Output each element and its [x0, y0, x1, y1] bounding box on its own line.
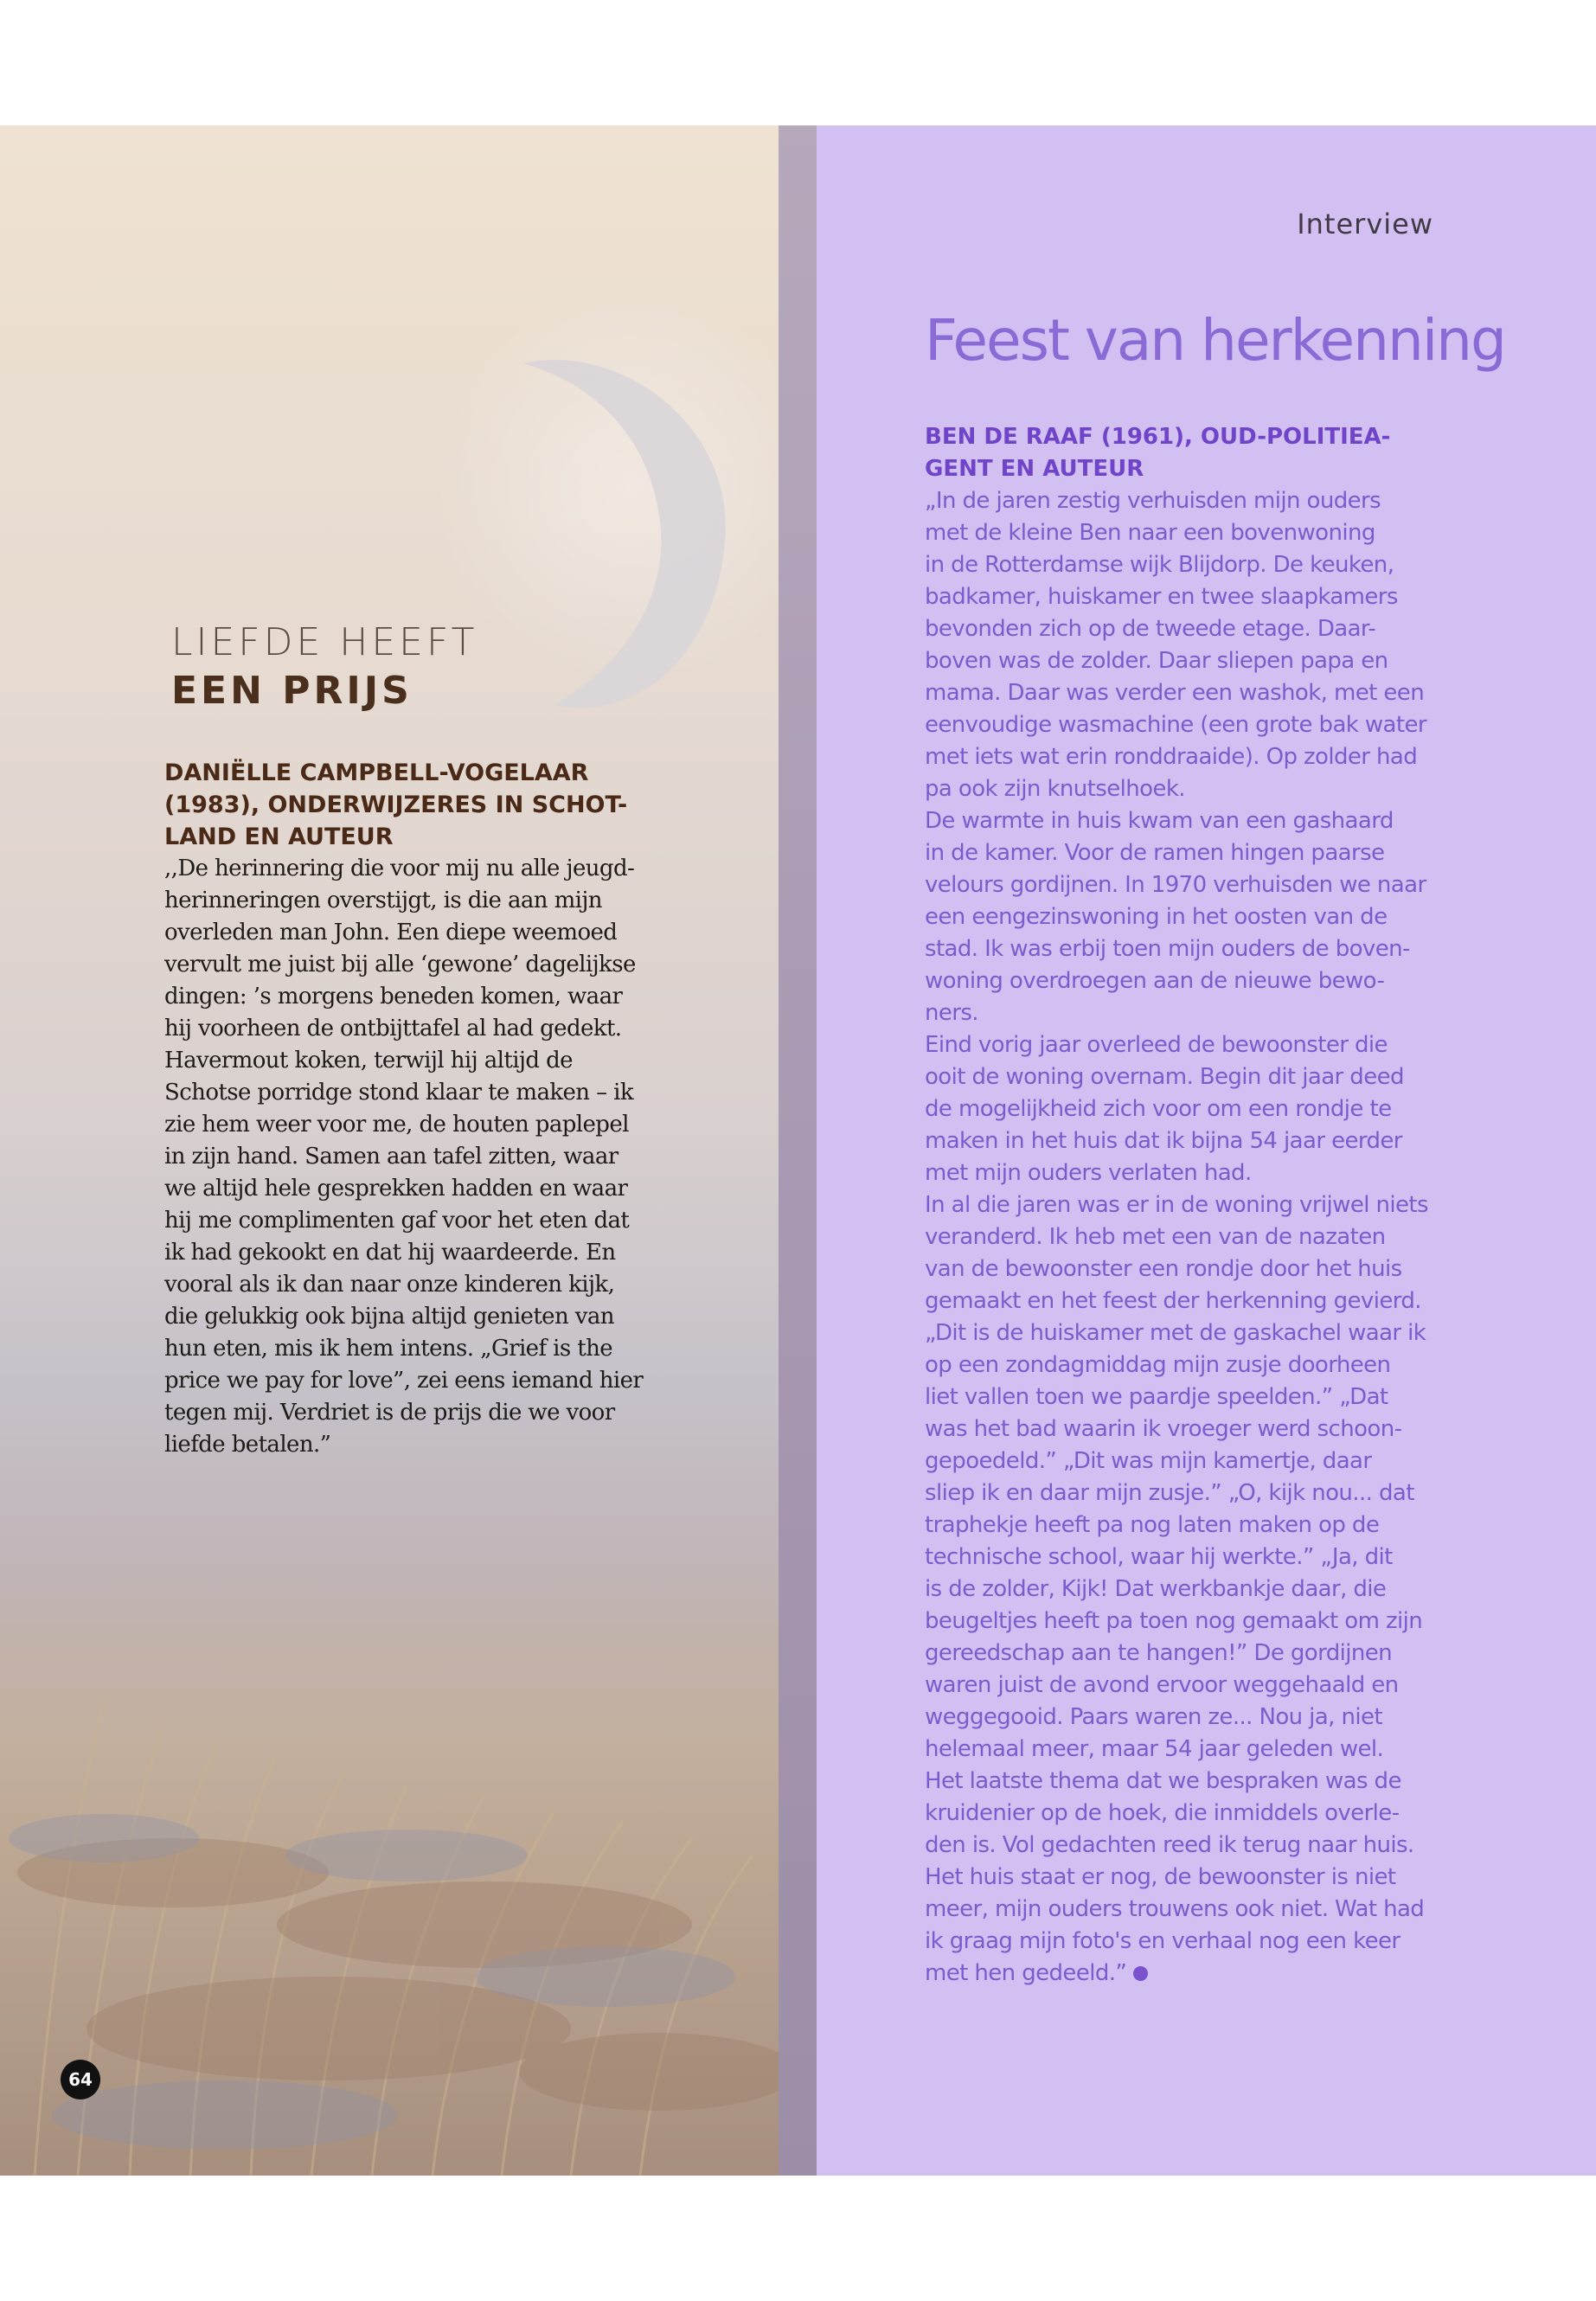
right-byline: BEN DE RAAF (1961), OUD-POLITIEA- GENT EN AUTEUR	[925, 424, 1391, 482]
left-title-line2: EEN PRIJS	[171, 669, 413, 713]
left-byline: DANIËLLE CAMPBELL-VOGELAAR (1983), ONDERWIJZERES IN SCHOT- LAND EN AUTEUR	[164, 760, 628, 850]
right-body-content: „In de jaren zestig verhuisden mijn ouders met de kleine Ben naar een bovenwoning in de Rotterdamse wijk Blijdorp. De keuken, badkamer, huiskamer en twee slaapkamers bevonden zich op de tweede etage. Daar- boven was de zolder. Daar sliepen papa en mama. Daar was verder een washok, met een eenvoudige wasmachine (een grote bak water met iets wat erin ronddraaide). Op zolder had pa ook zijn knutselhoek. De warmte in huis kwam van een gashaard in de kamer. Voor de ramen hingen paarse velours gordijnen. In 1970 verhuisden we naar een eengezinswoning in het oosten van de stad. Ik was erbij toen mijn ouders de boven- woning overdroegen aan de nieuwe bewo- ners. Eind vorig jaar overleed de bewoonster die ooit de woning overnam. Begin dit jaar deed de mogelijkheid zich voor om een rondje te maken in het huis dat ik bijna 54 jaar eerder met mijn ouders verlaten had. In al die jaren was er in de woning vrijwel niets veranderd. Ik heb met een van de nazaten van de bewoonster een rondje door het huis gemaakt en het feest der herkenning gevierd. „Dit is de huiskamer met de gaskachel waar ik op een zondagmiddag mijn zusje doorheen liet vallen toen we paardje speelden.” „Dat was het bad waarin ik vroeger werd schoon- gepoedeld.” „Dit was mijn kamertje, daar sliep ik en daar mijn zusje.” „O, kijk nou... dat traphekje heeft pa nog laten maken op de technische school, waar hij werkte.” „Ja, dit is de zolder, Kijk! Dat werkbankje daar, die beugeltjes heeft pa toen nog gemaakt om zijn gereedschap aan te hangen!” De gordijnen waren juist de avond ervoor weggehaald en weggegooid. Paars waren ze... Nou ja, niet helemaal meer, maar 54 jaar geleden wel. Het laatste thema dat we bespraken was de kruidenier op de hoek, die inmiddels overle- den is. Vol gedachten reed ik terug naar huis. Het huis staat er nog, de bewoonster is niet meer, mijn ouders trouwens ook niet. Wat had ik graag mijn foto's en verhaal nog een keer met hen gedeeld.”	[925, 488, 1428, 1986]
illustration-panel	[0, 125, 779, 2176]
left-body-text: ,,De herinnering die voor mij nu alle jeugd- herinneringen overstijgt, is die aan mijn overleden man John. Een diepe weemoed vervult me juist bij alle ‘gewone’ dagelijkse dingen: ’s morgens beneden komen, waar hij voorheen de ontbijttafel al had gedekt. Havermout koken, terwijl hij altijd de Schotse porridge stond klaar te maken – ik zie hem weer voor me, de houten paplepel in zijn hand. Samen aan tafel zitten, waar we altijd hele gesprekken hadden en waar hij me complimenten gaf voor het eten dat ik had gekookt en dat hij waardeerde. En vooral als ik dan naar onze kinderen kijk, die gelukkig ook bijna altijd genieten van hun eten, mis ik hem intens. „Grief is the price we pay for love”, zei eens iemand hier tegen mij. Verdriet is de prijs die we voor liefde betalen.”	[164, 856, 644, 1458]
page-number-badge: 64	[61, 2060, 100, 2099]
right-article-panel	[817, 125, 1596, 2176]
right-article-column	[925, 421, 1461, 1990]
left-article-title	[171, 619, 478, 715]
right-article-title: Feest van herkenning	[925, 307, 1505, 374]
end-mark-icon	[1133, 1966, 1148, 1981]
right-body-text	[925, 485, 1461, 1990]
gutter-strip	[779, 125, 817, 2176]
magazine-spread	[0, 125, 1596, 2176]
left-title-line1: LIEFDE HEEFT	[171, 620, 478, 664]
section-kicker: Interview	[1297, 208, 1433, 240]
left-article-column	[164, 757, 666, 1461]
